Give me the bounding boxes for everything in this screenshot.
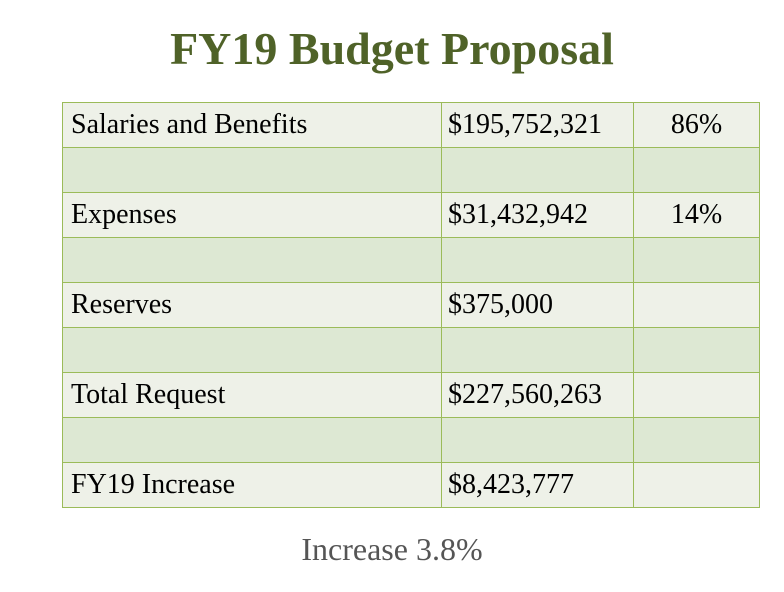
row-amount: $375,000 [442,283,634,328]
increase-summary: Increase 3.8% [301,531,483,567]
row-percent [634,373,760,418]
table-row [63,238,760,283]
row-amount [442,328,634,373]
row-amount: $8,423,777 [442,463,634,508]
row-percent [634,148,760,193]
table-row [63,283,760,328]
row-amount [442,148,634,193]
table-row [63,103,760,148]
row-label [63,238,442,283]
table-row [63,418,760,463]
row-label: Expenses [63,193,442,238]
row-label: Total Request [63,373,442,418]
table-row [63,193,760,238]
row-amount [442,418,634,463]
row-amount: $227,560,263 [442,373,634,418]
row-percent [634,283,760,328]
table-row [63,463,760,508]
row-amount: $195,752,321 [442,103,634,148]
table-row [63,328,760,373]
row-label: FY19 Increase [63,463,442,508]
table-row [63,373,760,418]
table-row [63,148,760,193]
row-label [63,418,442,463]
row-label [63,148,442,193]
row-percent: 14% [634,193,760,238]
row-amount: $31,432,942 [442,193,634,238]
row-label: Salaries and Benefits [63,103,442,148]
row-label: Reserves [63,283,442,328]
row-percent: 86% [634,103,760,148]
row-percent [634,328,760,373]
row-percent [634,418,760,463]
page-title: FY19 Budget Proposal [170,23,614,74]
row-percent [634,238,760,283]
row-label [63,328,442,373]
row-percent [634,463,760,508]
row-amount [442,238,634,283]
budget-table [62,102,760,508]
